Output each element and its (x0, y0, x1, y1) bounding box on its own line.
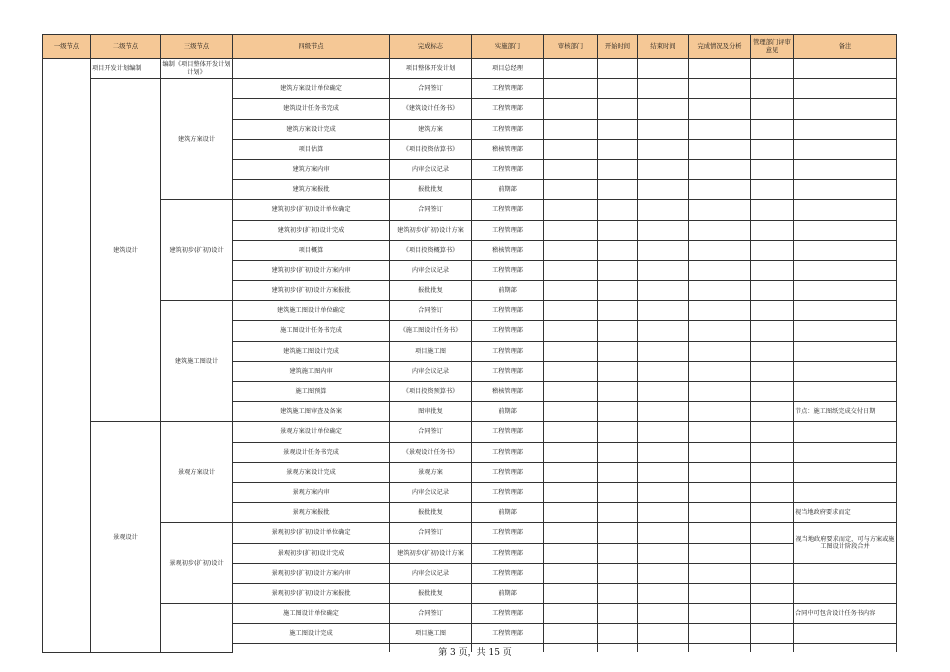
mark-cell: 报批批复 (390, 281, 472, 301)
analysis-cell (689, 59, 751, 79)
analysis-cell (689, 523, 751, 543)
note-cell (794, 79, 897, 99)
dept-cell: 工程管理部 (472, 119, 544, 139)
end-cell (638, 341, 689, 361)
note-cell (794, 624, 897, 644)
header-mark: 完成标志 (390, 35, 472, 59)
note-cell (794, 442, 897, 462)
mark-cell: 《项目投资概算书》 (390, 240, 472, 260)
start-cell (598, 79, 638, 99)
dept-cell: 前期部 (472, 503, 544, 523)
schedule-table (42, 34, 897, 653)
mark-cell: 《项目投资估算书》 (390, 139, 472, 159)
note-cell (794, 341, 897, 361)
end-cell (638, 382, 689, 402)
mark-cell: 项目施工图 (390, 624, 472, 644)
review-cell (544, 402, 598, 422)
review-cell (544, 301, 598, 321)
analysis-cell (689, 422, 751, 442)
end-cell (638, 482, 689, 502)
mark-cell: 内审会议记录 (390, 361, 472, 381)
mark-cell: 建筑方案 (390, 119, 472, 139)
note-cell (794, 260, 897, 280)
dept-cell: 稽核管理部 (472, 382, 544, 402)
start-cell (598, 563, 638, 583)
mark-cell: 建筑初步(扩初)设计方案 (390, 543, 472, 563)
l1-cell (43, 59, 91, 653)
dept-cell: 项目总经理 (472, 59, 544, 79)
analysis-cell (689, 220, 751, 240)
table-row (43, 604, 897, 624)
start-cell (598, 301, 638, 321)
review-cell (544, 543, 598, 563)
note-cell (794, 462, 897, 482)
header-dept: 实施部门 (472, 35, 544, 59)
mark-cell: 合同签订 (390, 200, 472, 220)
mark-cell: 图审批复 (390, 402, 472, 422)
dept-cell: 工程管理部 (472, 200, 544, 220)
review-cell (544, 59, 598, 79)
start-cell (598, 341, 638, 361)
note-cell (794, 200, 897, 220)
l2-cell: 景观设计 (91, 422, 161, 653)
l3-cell: 景观方案设计 (161, 422, 233, 523)
opinion-cell (751, 543, 794, 563)
review-cell (544, 442, 598, 462)
l4-cell: 建筑初步(扩初)设计方案内审 (233, 260, 390, 280)
end-cell (638, 99, 689, 119)
end-cell (638, 59, 689, 79)
l4-cell: 项目估算 (233, 139, 390, 159)
opinion-cell (751, 341, 794, 361)
opinion-cell (751, 321, 794, 341)
end-cell (638, 119, 689, 139)
l4-cell: 施工图设计单位确定 (233, 604, 390, 624)
analysis-cell (689, 462, 751, 482)
mark-cell: 合同签订 (390, 301, 472, 321)
note-cell (794, 180, 897, 200)
analysis-cell (689, 180, 751, 200)
dept-cell: 前期部 (472, 281, 544, 301)
review-cell (544, 200, 598, 220)
end-cell (638, 543, 689, 563)
opinion-cell (751, 119, 794, 139)
l4-cell: 建筑方案设计单位确定 (233, 79, 390, 99)
review-cell (544, 523, 598, 543)
l4-cell: 景观初步(扩初)设计方案报批 (233, 583, 390, 603)
end-cell (638, 200, 689, 220)
review-cell (544, 462, 598, 482)
mark-cell: 《施工图设计任务书》 (390, 321, 472, 341)
note-cell: 节点：施工图纸完成交付日期 (794, 402, 897, 422)
l4-cell: 建筑初步(扩初)设计单位确定 (233, 200, 390, 220)
mark-cell: 项目整体开发计划 (390, 59, 472, 79)
l3-cell: 建筑初步(扩初)设计 (161, 200, 233, 301)
l4-cell: 建筑施工图审查及备案 (233, 402, 390, 422)
dept-cell: 工程管理部 (472, 604, 544, 624)
l4-cell: 景观初步(扩初)设计方案内审 (233, 563, 390, 583)
start-cell (598, 59, 638, 79)
review-cell (544, 563, 598, 583)
l4-cell: 项目概算 (233, 240, 390, 260)
review-cell (544, 361, 598, 381)
mark-cell: 内审会议记录 (390, 482, 472, 502)
dept-cell: 工程管理部 (472, 482, 544, 502)
opinion-cell (751, 624, 794, 644)
dept-cell: 前期部 (472, 402, 544, 422)
l4-cell: 景观方案报批 (233, 503, 390, 523)
opinion-cell (751, 503, 794, 523)
end-cell (638, 442, 689, 462)
analysis-cell (689, 260, 751, 280)
opinion-cell (751, 220, 794, 240)
table-row (43, 200, 897, 220)
start-cell (598, 260, 638, 280)
analysis-cell (689, 442, 751, 462)
start-cell (598, 220, 638, 240)
analysis-cell (689, 543, 751, 563)
end-cell (638, 503, 689, 523)
l4-cell: 景观方案设计单位确定 (233, 422, 390, 442)
mark-cell: 《项目投资预算书》 (390, 382, 472, 402)
end-cell (638, 301, 689, 321)
analysis-cell (689, 301, 751, 321)
l4-cell: 建筑方案内审 (233, 159, 390, 179)
end-cell (638, 604, 689, 624)
end-cell (638, 402, 689, 422)
analysis-cell (689, 341, 751, 361)
table-body (43, 59, 897, 653)
opinion-cell (751, 462, 794, 482)
analysis-cell (689, 79, 751, 99)
start-cell (598, 503, 638, 523)
l3-cell: 景观初步(扩初)设计 (161, 523, 233, 604)
review-cell (544, 321, 598, 341)
dept-cell: 前期部 (472, 583, 544, 603)
end-cell (638, 139, 689, 159)
table-row (43, 59, 897, 79)
mark-cell: 合同签订 (390, 523, 472, 543)
l4-cell: 景观方案内审 (233, 482, 390, 502)
mark-cell: 《建筑设计任务书》 (390, 99, 472, 119)
header-analysis: 完成情况及分析 (689, 35, 751, 59)
dept-cell: 稽核管理部 (472, 240, 544, 260)
dept-cell: 前期部 (472, 180, 544, 200)
l3-cell: 编制《项目整体开发计划计划》 (161, 59, 233, 79)
page-footer: 第 3 页，共 15 页 (438, 648, 512, 658)
opinion-cell (751, 301, 794, 321)
opinion-cell (751, 442, 794, 462)
note-cell (794, 583, 897, 603)
table-row (43, 301, 897, 321)
note-cell (794, 563, 897, 583)
end-cell (638, 583, 689, 603)
review-cell (544, 583, 598, 603)
opinion-cell (751, 482, 794, 502)
end-cell (638, 563, 689, 583)
opinion-cell (751, 99, 794, 119)
note-cell (794, 482, 897, 502)
opinion-cell (751, 281, 794, 301)
header-review: 审核部门 (544, 35, 598, 59)
note-cell (794, 119, 897, 139)
start-cell (598, 119, 638, 139)
note-cell (794, 422, 897, 442)
dept-cell: 工程管理部 (472, 159, 544, 179)
start-cell (598, 462, 638, 482)
l4-cell: 建筑施工图设计单位确定 (233, 301, 390, 321)
opinion-cell (751, 159, 794, 179)
start-cell (598, 200, 638, 220)
opinion-cell (751, 361, 794, 381)
note-cell: 视当地政府要求而定，可与方案或施工图设计阶段合并 (794, 523, 897, 563)
analysis-cell (689, 159, 751, 179)
end-cell (638, 462, 689, 482)
opinion-cell (751, 240, 794, 260)
start-cell (598, 139, 638, 159)
review-cell (544, 624, 598, 644)
mark-cell: 景观方案 (390, 462, 472, 482)
end-cell (638, 281, 689, 301)
analysis-cell (689, 200, 751, 220)
review-cell (544, 382, 598, 402)
l4-cell: 景观初步(扩初)设计单位确定 (233, 523, 390, 543)
review-cell (544, 220, 598, 240)
note-cell (794, 281, 897, 301)
dept-cell: 工程管理部 (472, 523, 544, 543)
review-cell (544, 422, 598, 442)
dept-cell: 工程管理部 (472, 260, 544, 280)
start-cell (598, 321, 638, 341)
start-cell (598, 604, 638, 624)
opinion-cell (751, 422, 794, 442)
end-cell (638, 321, 689, 341)
opinion-cell (751, 200, 794, 220)
dept-cell: 工程管理部 (472, 624, 544, 644)
review-cell (544, 482, 598, 502)
end-cell (638, 523, 689, 543)
mark-cell: 内审会议记录 (390, 159, 472, 179)
l4-cell: 建筑初步(扩初)设计完成 (233, 220, 390, 240)
l4-cell: 景观方案设计完成 (233, 462, 390, 482)
dept-cell: 工程管理部 (472, 301, 544, 321)
opinion-cell (751, 139, 794, 159)
mark-cell: 报批批复 (390, 503, 472, 523)
start-cell (598, 180, 638, 200)
opinion-cell (751, 523, 794, 543)
end-cell (638, 159, 689, 179)
note-cell (794, 99, 897, 119)
opinion-cell (751, 382, 794, 402)
note-cell: 视当地政府要求而定 (794, 503, 897, 523)
start-cell (598, 442, 638, 462)
dept-cell: 工程管理部 (472, 462, 544, 482)
review-cell (544, 79, 598, 99)
opinion-cell (751, 402, 794, 422)
header-note: 备注 (794, 35, 897, 59)
review-cell (544, 180, 598, 200)
mark-cell: 报批批复 (390, 180, 472, 200)
l4-cell: 施工图设计任务书完成 (233, 321, 390, 341)
l2-cell: 项目开发计划编制 (91, 59, 161, 79)
header-row (43, 35, 897, 59)
dept-cell: 工程管理部 (472, 220, 544, 240)
dept-cell: 工程管理部 (472, 442, 544, 462)
start-cell (598, 482, 638, 502)
opinion-cell (751, 563, 794, 583)
mark-cell: 报批批复 (390, 583, 472, 603)
analysis-cell (689, 361, 751, 381)
l4-cell: 景观初步(扩初)设计完成 (233, 543, 390, 563)
opinion-cell (751, 604, 794, 624)
dept-cell: 工程管理部 (472, 99, 544, 119)
header-start: 开始时间 (598, 35, 638, 59)
opinion-cell (751, 79, 794, 99)
analysis-cell (689, 402, 751, 422)
start-cell (598, 543, 638, 563)
analysis-cell (689, 139, 751, 159)
start-cell (598, 99, 638, 119)
mark-cell: 建筑初步(扩初)设计方案 (390, 220, 472, 240)
header-l3: 三级节点 (161, 35, 233, 59)
end-cell (638, 260, 689, 280)
start-cell (598, 402, 638, 422)
mark-cell: 《景观设计任务书》 (390, 442, 472, 462)
l4-cell: 施工图预算 (233, 382, 390, 402)
note-cell (794, 321, 897, 341)
analysis-cell (689, 281, 751, 301)
end-cell (638, 220, 689, 240)
review-cell (544, 260, 598, 280)
table-row (43, 422, 897, 442)
analysis-cell (689, 503, 751, 523)
header-l1: 一级节点 (43, 35, 91, 59)
analysis-cell (689, 321, 751, 341)
review-cell (544, 341, 598, 361)
analysis-cell (689, 624, 751, 644)
dept-cell: 稽核管理部 (472, 139, 544, 159)
dept-cell: 工程管理部 (472, 361, 544, 381)
l4-cell: 建筑初步(扩初)设计方案报批 (233, 281, 390, 301)
start-cell (598, 382, 638, 402)
note-cell (794, 382, 897, 402)
review-cell (544, 159, 598, 179)
mark-cell: 内审会议记录 (390, 563, 472, 583)
analysis-cell (689, 382, 751, 402)
l4-cell: 建筑设计任务书完成 (233, 99, 390, 119)
l4-cell: 建筑施工图设计完成 (233, 341, 390, 361)
l4-cell (233, 59, 390, 79)
review-cell (544, 240, 598, 260)
review-cell (544, 281, 598, 301)
l4-cell: 景观设计任务书完成 (233, 442, 390, 462)
dept-cell: 工程管理部 (472, 79, 544, 99)
start-cell (598, 281, 638, 301)
analysis-cell (689, 583, 751, 603)
analysis-cell (689, 604, 751, 624)
analysis-cell (689, 482, 751, 502)
table-row (43, 523, 897, 543)
l4-cell: 建筑方案报批 (233, 180, 390, 200)
review-cell (544, 604, 598, 624)
end-cell (638, 624, 689, 644)
end-cell (638, 180, 689, 200)
mark-cell: 合同签订 (390, 79, 472, 99)
dept-cell: 工程管理部 (472, 321, 544, 341)
start-cell (598, 583, 638, 603)
analysis-cell (689, 99, 751, 119)
note-cell (794, 301, 897, 321)
dept-cell: 工程管理部 (472, 543, 544, 563)
review-cell (544, 503, 598, 523)
review-cell (544, 139, 598, 159)
header-end: 结束时间 (638, 35, 689, 59)
analysis-cell (689, 563, 751, 583)
dept-cell: 工程管理部 (472, 563, 544, 583)
end-cell (638, 422, 689, 442)
note-cell (794, 240, 897, 260)
start-cell (598, 523, 638, 543)
review-cell (544, 99, 598, 119)
analysis-cell (689, 119, 751, 139)
note-cell (794, 59, 897, 79)
opinion-cell (751, 180, 794, 200)
note-cell (794, 139, 897, 159)
header-l2: 二级节点 (91, 35, 161, 59)
header-l4: 四级节点 (233, 35, 390, 59)
note-cell (794, 159, 897, 179)
end-cell (638, 361, 689, 381)
l4-cell: 建筑方案设计完成 (233, 119, 390, 139)
note-cell (794, 361, 897, 381)
dept-cell: 工程管理部 (472, 422, 544, 442)
end-cell (638, 79, 689, 99)
start-cell (598, 422, 638, 442)
start-cell (598, 159, 638, 179)
analysis-cell (689, 240, 751, 260)
start-cell (598, 624, 638, 644)
opinion-cell (751, 59, 794, 79)
l2-cell: 建筑设计 (91, 79, 161, 422)
mark-cell: 合同签订 (390, 422, 472, 442)
l3-cell: 建筑方案设计 (161, 79, 233, 200)
opinion-cell (751, 260, 794, 280)
note-cell (794, 220, 897, 240)
dept-cell: 工程管理部 (472, 341, 544, 361)
l3-cell: 建筑施工图设计 (161, 301, 233, 422)
review-cell (544, 119, 598, 139)
l4-cell: 施工图设计完成 (233, 624, 390, 644)
start-cell (598, 240, 638, 260)
mark-cell: 项目施工图 (390, 341, 472, 361)
mark-cell: 内审会议记录 (390, 260, 472, 280)
end-cell (638, 240, 689, 260)
mark-cell: 合同签订 (390, 604, 472, 624)
header-opinion: 管理部门评审意见 (751, 35, 794, 59)
start-cell (598, 361, 638, 381)
note-cell: 合同中可包含设计任务书内容 (794, 604, 897, 624)
l4-cell: 建筑施工图内审 (233, 361, 390, 381)
opinion-cell (751, 583, 794, 603)
table-row (43, 79, 897, 99)
